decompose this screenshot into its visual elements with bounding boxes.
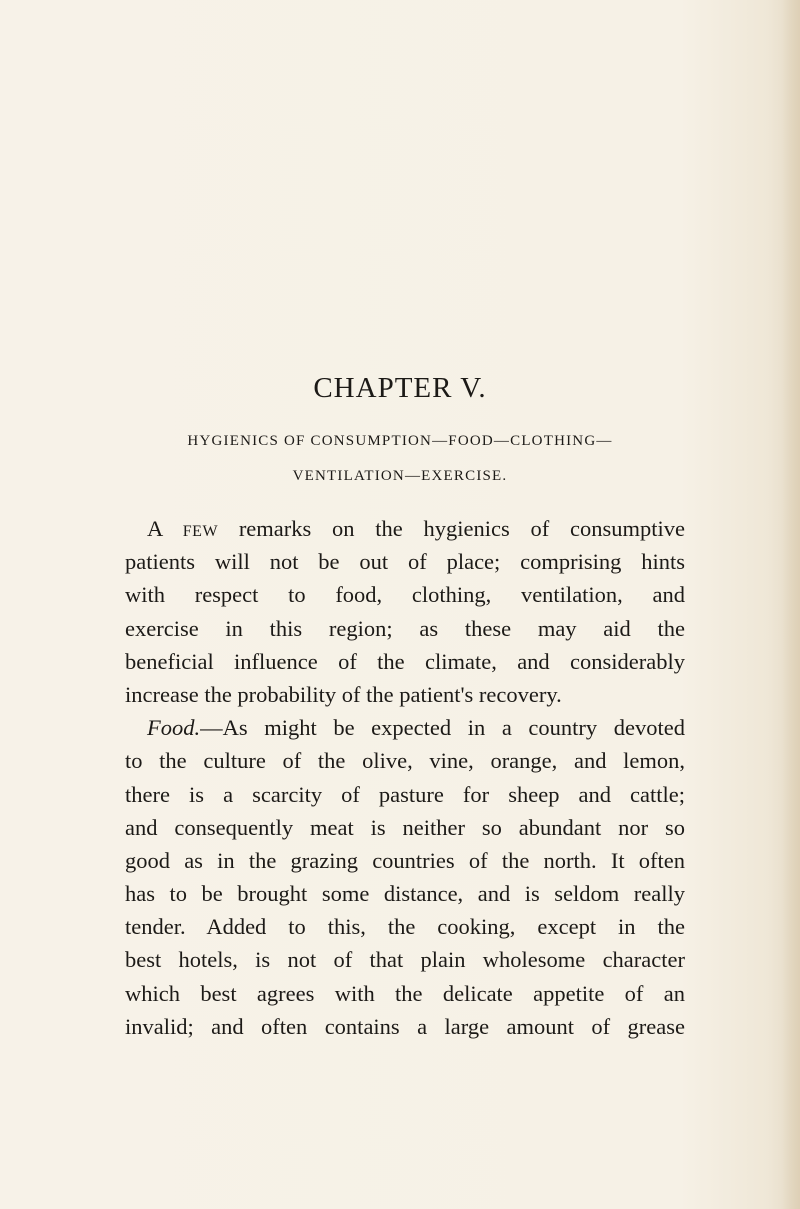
body-text xyxy=(125,512,685,1043)
page-edge-shadow xyxy=(782,0,800,1209)
dropcap-letter: A xyxy=(147,516,163,541)
paragraph-2-line-9: which best agrees with the delicate appetite of an xyxy=(125,980,685,1006)
paragraph-1-line-3: with respect to food, clothing, ventilation, and xyxy=(125,582,685,608)
paragraph-2-line-10: invalid; and often contains a large amount of grease xyxy=(125,1013,685,1039)
food-heading: Food. xyxy=(147,715,201,741)
paragraph-2-line-1 xyxy=(125,711,685,744)
chapter-subtitle-line-1: HYGIENICS OF CONSUMPTION—FOOD—CLOTHING— xyxy=(187,433,613,449)
paragraph-2-line-8: best hotels, is not of that plain wholesome character xyxy=(125,947,685,973)
paragraph-2-line-4: and consequently meat is neither so abundant nor so xyxy=(125,814,685,840)
paragraph-2-line-2: to the culture of the olive, vine, orange, and lemon, xyxy=(125,748,685,774)
paragraph-1-line-1 xyxy=(125,512,685,545)
chapter-subtitle-line-2: VENTILATION—EXERCISE. xyxy=(292,468,508,484)
paragraph-2-line-7: tender. Added to this, the cooking, except in the xyxy=(125,914,685,940)
chapter-title: CHAPTER V. xyxy=(313,372,487,404)
paragraph-1-line-6: increase the probability of the patient's recovery. xyxy=(125,681,562,707)
smallcaps-word: few xyxy=(182,516,219,541)
paragraph-2-line-3: there is a scarcity of pasture for sheep and cattle; xyxy=(125,781,685,807)
paragraph-1-line-4: exercise in this region; as these may aid the xyxy=(125,615,685,641)
paragraph-2-line-5: good as in the grazing countries of the north. It often xyxy=(125,847,685,873)
paragraph-1-line-2: patients will not be out of place; comprising hints xyxy=(125,549,685,575)
paragraph-1-line-5: beneficial influence of the climate, and considerably xyxy=(125,648,685,674)
paragraph-2-line-1-text: —As might be expected in a country devoted xyxy=(200,715,685,741)
paragraph-1-line-1-text: remarks on the hygienics of consumptive xyxy=(218,516,686,541)
paragraph-2-line-6: has to be brought some distance, and is seldom really xyxy=(125,881,685,907)
